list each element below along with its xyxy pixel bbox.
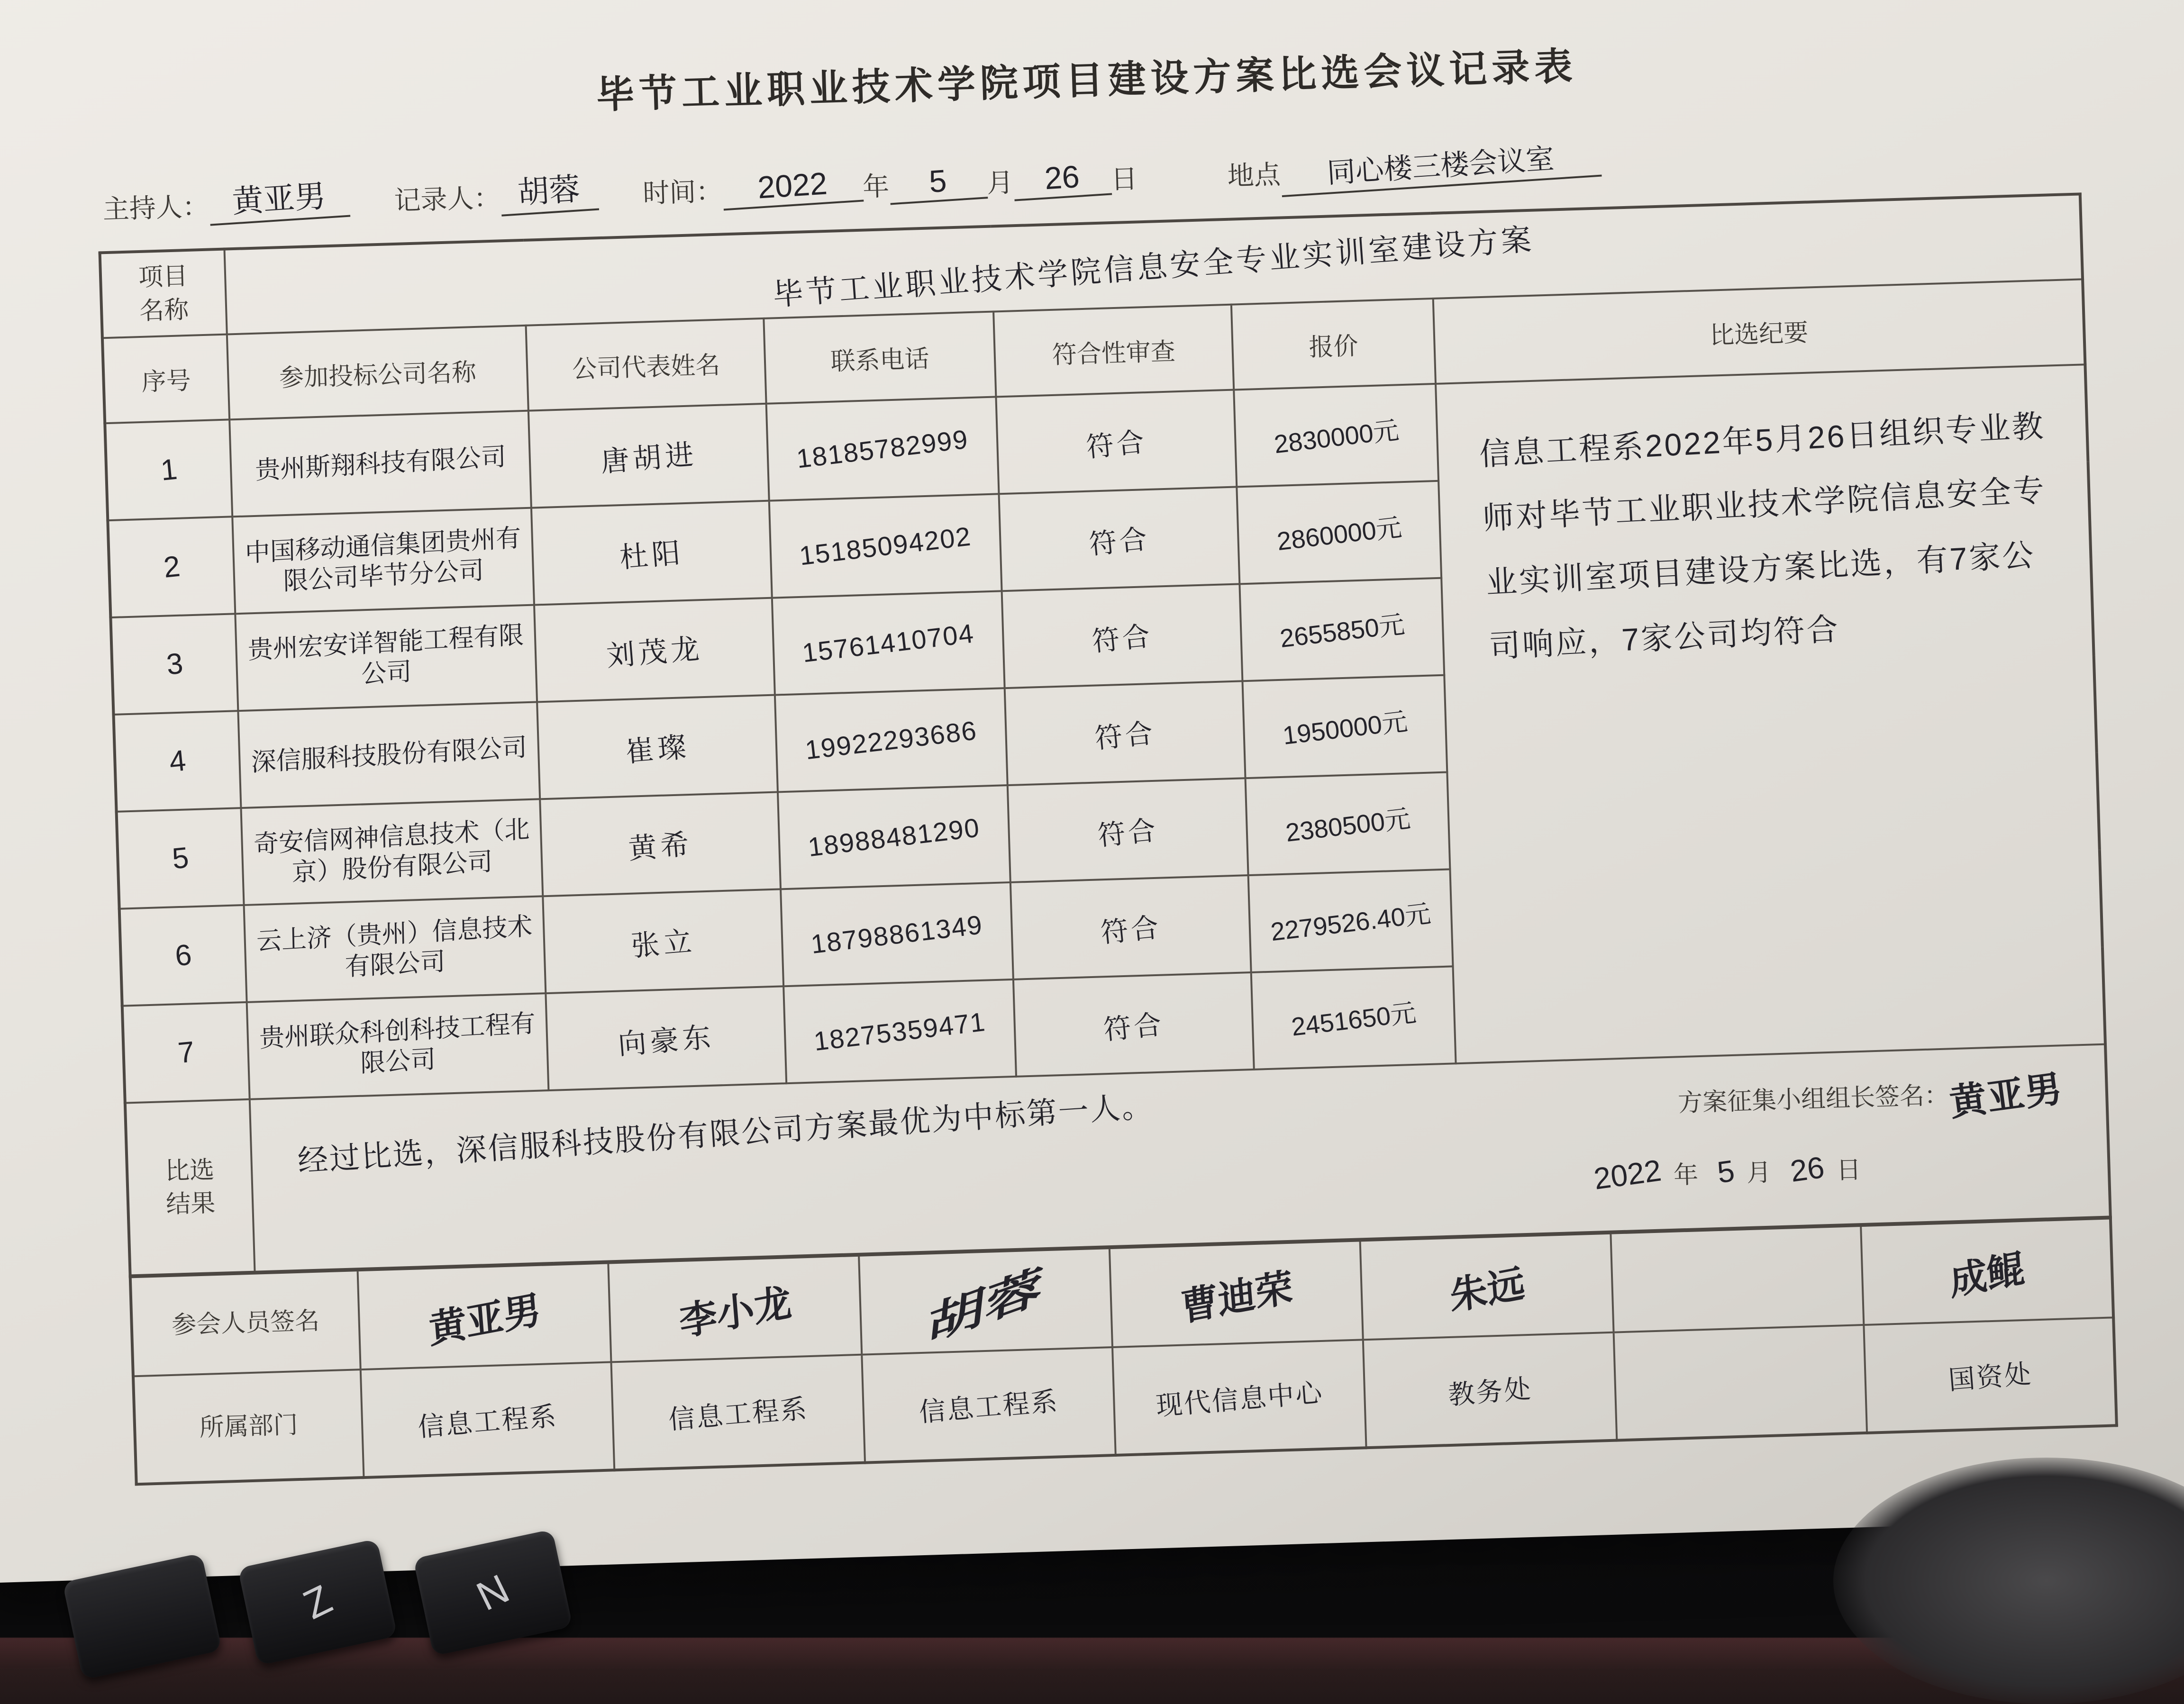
host-label: 主持人：: [102, 191, 209, 225]
compliance-value: 符合: [1102, 1008, 1166, 1046]
compliance-value: 符合: [1099, 911, 1163, 949]
participant-dept: 信息工程系: [417, 1400, 559, 1442]
phone-number: 15185094202: [798, 521, 973, 571]
price-value: 2451650元: [1290, 998, 1418, 1042]
time-label: 时间：: [642, 176, 723, 208]
result-year-unit: 年: [1673, 1161, 1699, 1189]
col-header-compliance: 符合性审查: [993, 305, 1234, 397]
day-unit: 日: [1110, 163, 1138, 195]
time-year: 2022: [721, 163, 864, 211]
row-no: 7: [176, 1035, 196, 1070]
company-name: 贵州斯翔科技有限公司: [255, 442, 506, 485]
compliance-value: 符合: [1093, 717, 1157, 754]
col-header-minutes: 比选纪要: [1433, 279, 2085, 384]
company-name: 奇安信网神信息技术（北京）股份有限公司: [253, 815, 530, 887]
participant-dept: 信息工程系: [918, 1386, 1060, 1427]
project-name: 毕节工业职业技术学院信息安全专业实训室建设方案: [224, 194, 2083, 334]
compliance-value: 符合: [1091, 620, 1154, 657]
project-label: 项目名称: [100, 249, 227, 338]
recorder-label: 记录人：: [393, 182, 501, 216]
participants-sign-label: 参会人员签名: [130, 1270, 361, 1376]
recorder-name: 胡蓉: [499, 163, 599, 217]
rep-name: 向豪东: [617, 1020, 716, 1060]
location-label: 地点: [1227, 159, 1281, 191]
rep-name: 黄希: [627, 827, 694, 865]
time-month: 5: [888, 160, 988, 205]
participant-signature: 成鲲: [1948, 1247, 2026, 1304]
result-date-day: 26: [1788, 1150, 1827, 1188]
row-no: 3: [164, 647, 184, 681]
row-no: 5: [170, 841, 191, 876]
phone-number: 15761410704: [801, 618, 976, 668]
phone-number: 19922293686: [803, 715, 979, 765]
rep-name: 刘茂龙: [605, 632, 704, 672]
minutes-note: 信息工程系2022年5月26日组织专业教师对毕节工业职业技术学院信息安全专业实训室项目建设方案比选，有7家公司响应，7家公司均符合: [1436, 364, 2105, 1063]
participant-signature: 胡蓉: [925, 1260, 1046, 1351]
col-header-phone: 联系电话: [764, 312, 996, 404]
participants-dept-label: 所属部门: [133, 1369, 364, 1484]
result-date: [1581, 1150, 1862, 1196]
company-name: 深信服科技股份有限公司: [251, 733, 528, 777]
rep-name: 崔璨: [624, 730, 691, 768]
rep-name: 张立: [630, 925, 697, 962]
participant-dept: 现代信息中心: [1155, 1377, 1325, 1421]
compliance-value: 符合: [1084, 426, 1148, 463]
compliance-value: 符合: [1096, 814, 1160, 852]
participant-dept: 教务处: [1447, 1373, 1533, 1410]
phone-number: 18275359471: [812, 1006, 988, 1057]
row-no: 1: [159, 453, 179, 487]
host-name: 黄亚男: [207, 169, 350, 226]
col-header-rep: 公司代表姓名: [526, 318, 766, 411]
participant-signature: 黄亚男: [427, 1287, 543, 1351]
price-value: 2830000元: [1272, 416, 1401, 459]
phone-number: 18988481290: [806, 812, 982, 862]
company-name: 云上济（贵州）信息技术有限公司: [256, 912, 533, 981]
price-value: 2655850元: [1278, 610, 1406, 653]
company-name: 贵州宏安详智能工程有限公司: [247, 621, 524, 689]
price-value: 2380500元: [1284, 804, 1412, 848]
participant-signature: 朱远: [1448, 1261, 1526, 1318]
month-unit: 月: [986, 167, 1014, 198]
row-no: 2: [162, 550, 182, 584]
record-table: [98, 192, 2111, 1277]
row-no: 6: [173, 938, 193, 973]
phone-number: 18798861349: [809, 909, 985, 960]
result-date-month: 5: [1715, 1153, 1737, 1190]
col-header-company: 参加投标公司名称: [227, 326, 528, 420]
price-value: 1950000元: [1281, 707, 1409, 751]
row-no: 4: [167, 744, 188, 779]
price-value: 2860000元: [1275, 513, 1403, 556]
page-title: 毕节工业职业技术学院项目建设方案比选会议记录表: [595, 45, 1578, 117]
compliance-value: 符合: [1088, 523, 1151, 560]
col-header-price: 报价: [1231, 299, 1436, 390]
result-text: 经过比选，深信服科技股份有限公司方案最优为中标第一人。: [296, 1088, 1155, 1178]
participant-dept: 信息工程系: [667, 1393, 810, 1435]
result-date-year: 2022: [1592, 1153, 1664, 1196]
keyboard-key-n: N: [413, 1529, 573, 1656]
price-value: 2279526.40元: [1269, 899, 1433, 947]
year-unit: 年: [862, 171, 890, 202]
participant-signature: 曹迪荣: [1179, 1265, 1294, 1329]
leader-signature: 黄亚男: [1947, 1067, 2066, 1124]
participant-signature: 李小龙: [677, 1280, 793, 1344]
result-label: 比选结果: [125, 1099, 255, 1276]
leader-signature-line: [1677, 1064, 2064, 1129]
phone-number: 18185782999: [795, 424, 970, 474]
company-name: 中国移动通信集团贵州有限公司毕节分公司: [245, 524, 521, 596]
leader-sign-label: 方案征集小组组长签名：: [1677, 1081, 1949, 1117]
keyboard-key-z: Z: [237, 1539, 397, 1666]
location-value: 同心楼三楼会议室: [1279, 133, 1602, 197]
time-day: 26: [1012, 156, 1112, 201]
rep-name: 唐胡进: [599, 438, 699, 478]
company-name: 贵州联众科创科技工程有限公司: [259, 1009, 536, 1078]
participant-dept: 国资处: [1947, 1358, 2033, 1395]
col-header-no: 序号: [102, 335, 229, 424]
rep-name: 杜阳: [618, 536, 685, 574]
result-month-unit: 月: [1746, 1159, 1772, 1187]
result-day-unit: 日: [1836, 1156, 1862, 1185]
